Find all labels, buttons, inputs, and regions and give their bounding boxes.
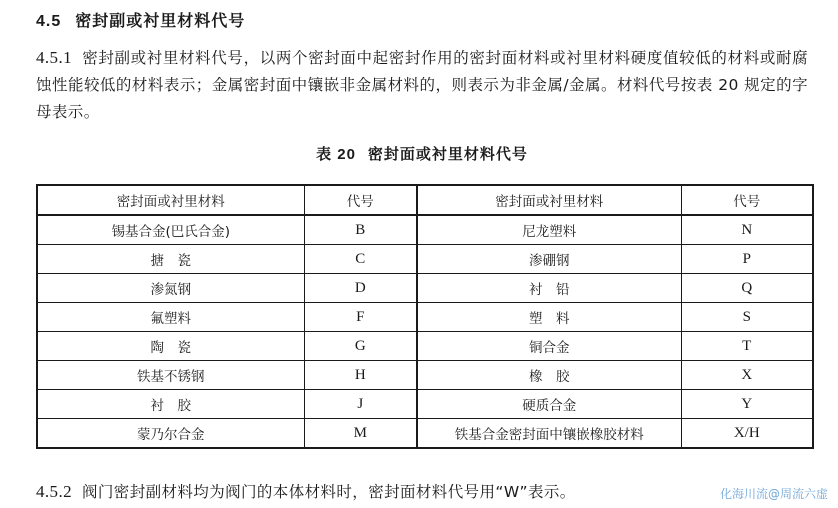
section-heading	[36, 8, 245, 31]
material-cell: 衬 胶	[37, 390, 304, 419]
paragraph-4-5-1	[36, 44, 808, 126]
code-cell: Y	[681, 390, 813, 419]
material-code-table	[36, 184, 814, 449]
table-number: 表 20	[316, 146, 356, 163]
material-cell: 塑 料	[417, 303, 681, 332]
table-row	[37, 215, 813, 245]
material-cell: 铁基合金密封面中镶嵌橡胶材料	[417, 419, 681, 449]
code-cell: X/H	[681, 419, 813, 449]
code-cell: Q	[681, 274, 813, 303]
material-cell: 锡基合金(巴氏合金)	[37, 215, 304, 245]
header-material-right: 密封面或衬里材料	[417, 185, 681, 215]
table-row	[37, 390, 813, 419]
code-cell: T	[681, 332, 813, 361]
paragraph-text: 密封副或衬里材料代号，以两个密封面中起密封作用的密封面材料或衬里材料硬度值较低的材料或耐腐蚀性能较低的材料表示；金属密封面中镶嵌非金属材料的，则表示为非金属/金属。材料代号按表 20 规定的字母表示。	[36, 49, 808, 121]
paragraph-4-5-2	[36, 478, 808, 506]
table-row	[37, 245, 813, 274]
table-header-row	[37, 185, 813, 215]
code-cell: J	[304, 390, 417, 419]
table-caption: 密封面或衬里材料代号	[367, 145, 528, 163]
material-cell: 铁基不锈钢	[37, 361, 304, 390]
material-cell: 搪 瓷	[37, 245, 304, 274]
section-title: 密封副或衬里材料代号	[75, 11, 246, 30]
header-material-left: 密封面或衬里材料	[37, 185, 304, 215]
material-cell: 衬 铅	[417, 274, 681, 303]
material-cell: 铜合金	[417, 332, 681, 361]
material-cell: 渗硼钢	[417, 245, 681, 274]
material-cell: 橡 胶	[417, 361, 681, 390]
material-cell: 硬质合金	[417, 390, 681, 419]
material-cell: 氟塑料	[37, 303, 304, 332]
header-code-left: 代号	[304, 185, 417, 215]
code-cell: H	[304, 361, 417, 390]
code-cell: D	[304, 274, 417, 303]
code-cell: M	[304, 419, 417, 449]
material-cell: 尼龙塑料	[417, 215, 681, 245]
header-code-right: 代号	[681, 185, 813, 215]
table-row	[37, 274, 813, 303]
code-cell: G	[304, 332, 417, 361]
paragraph-number: 4.5.1	[36, 48, 72, 67]
code-cell: C	[304, 245, 417, 274]
material-cell: 蒙乃尔合金	[37, 419, 304, 449]
section-number: 4.5	[36, 13, 62, 30]
code-cell: S	[681, 303, 813, 332]
table-row	[37, 419, 813, 449]
code-cell: X	[681, 361, 813, 390]
table-row	[37, 361, 813, 390]
table-title	[0, 143, 838, 164]
material-cell: 渗氮钢	[37, 274, 304, 303]
code-cell: B	[304, 215, 417, 245]
material-code-table-wrapper	[36, 184, 812, 449]
table-row	[37, 332, 813, 361]
material-cell: 陶 瓷	[37, 332, 304, 361]
code-cell: N	[681, 215, 813, 245]
code-cell: F	[304, 303, 417, 332]
paragraph-number: 4.5.2	[36, 482, 72, 501]
code-cell: P	[681, 245, 813, 274]
table-row	[37, 303, 813, 332]
paragraph-text: 阀门密封副材料均为阀门的本体材料时，密封面材料代号用“W”表示。	[82, 483, 576, 501]
watermark-text: 化海川流@周流六虚	[719, 487, 828, 501]
